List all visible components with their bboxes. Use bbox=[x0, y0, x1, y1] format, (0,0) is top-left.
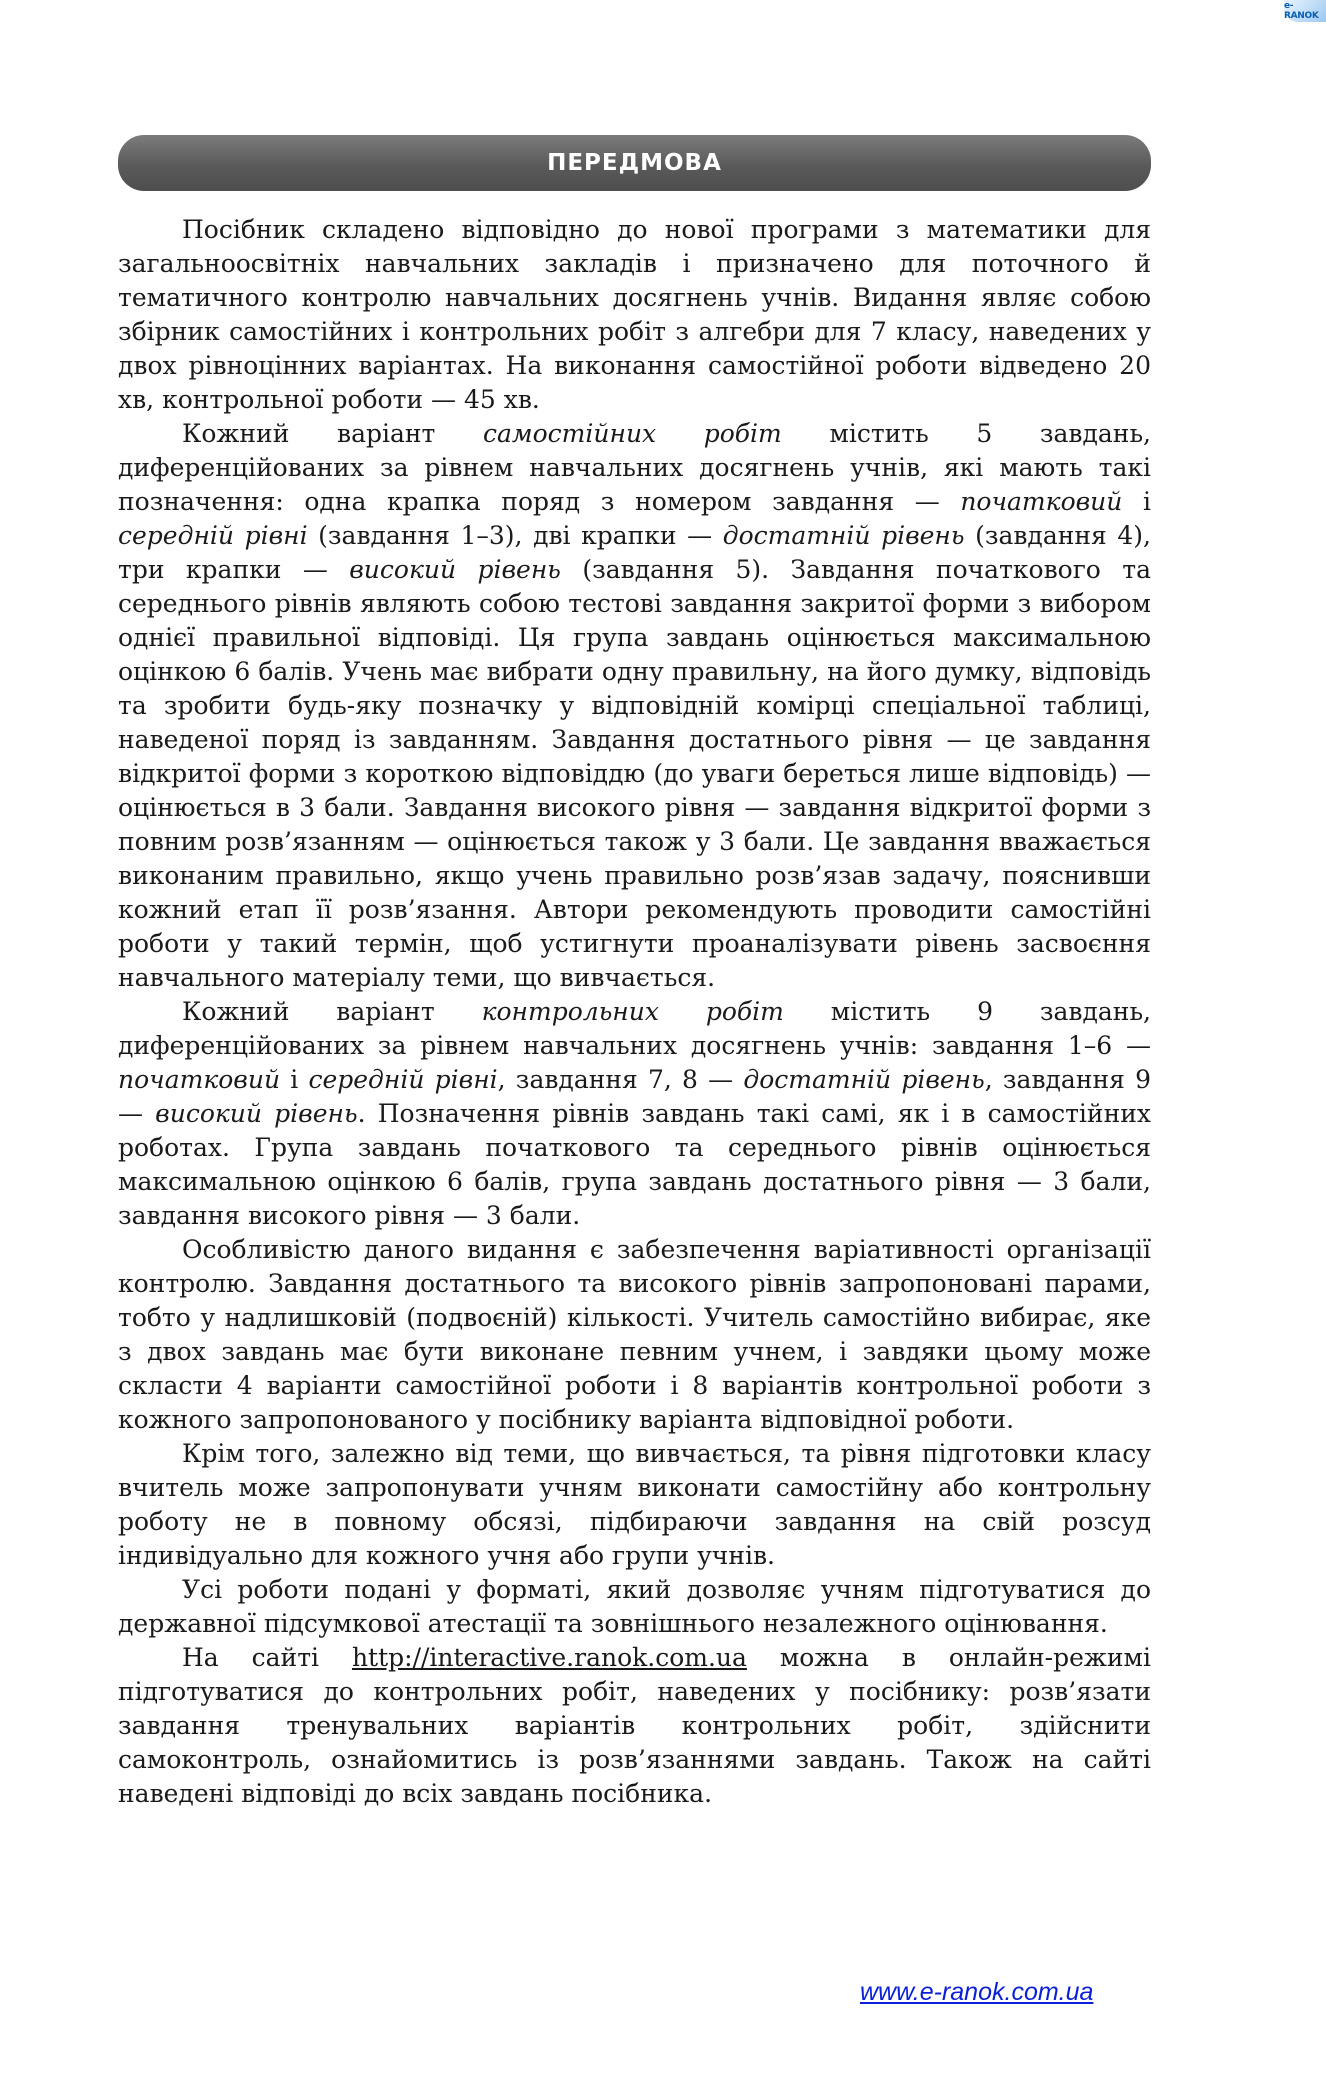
text-segment: На сайті bbox=[182, 1643, 352, 1672]
text-segment: , завдання 7, 8 — bbox=[497, 1065, 744, 1094]
text-segment: і bbox=[280, 1065, 309, 1094]
page-title: ПЕРЕДМОВА bbox=[547, 150, 722, 176]
interactive-site-link[interactable]: http://interactive.ranok.com.ua bbox=[351, 1643, 747, 1672]
paragraph-website bbox=[118, 1641, 1151, 1811]
text-segment: . Позначення рівнів завдань такі самі, як і в самостійних роботах. Група завдань початкового та середнього рівнів оцінюється максимальною оцінкою 6 балів, група завдань достатнього рівня — 3 бали, завдання високого рівня — 3 бали. bbox=[118, 1099, 1151, 1230]
text-segment: (завдання 5). Завдання початкового та середнього рівнів являють собою тестові завдання закритої форми з вибором однієї правильної відповіді. Ця група завдань оцінюється максимальною оцінкою 6 балів. Учень має вибрати одну правильну, на його думку, відповідь та зробити будь-яку позначку у відповідній комірці спеціальної таблиці, наведеної поряд із завданням. Завдання достатнього рівня — це завдання відкритої форми з короткою відповіддю (до уваги береться лише відповідь) — оцінюється в 3 бали. Завдання високого рівня — завдання відкритої форми з повним розв’язанням — оцінюється також у 3 бали. Це завдання вважається виконаним правильно, якщо учень правильно розв’язав задачу, пояснивши кожний етап її розв’язання. Автори рекомендують проводити самостійні роботи у такий термін, щоб устигнути проаналізувати рівень засвоєння навчального матеріалу теми, що вивчається. bbox=[118, 555, 1151, 992]
preface-body bbox=[118, 213, 1151, 1811]
text-segment: , завдання 9 — bbox=[118, 1065, 1152, 1128]
text-segment: Кожний варіант bbox=[182, 997, 482, 1026]
text-segment: можна в онлайн-режимі підготуватися до контрольних робіт, наведених у посібнику: розв’язати завдання тренувальних варіантів контрольних робіт, здійснити самоконтроль, ознайомитись із розв’язаннями завдань. Також на сайті наведені відповіді до всіх завдань посібника. bbox=[118, 1643, 1152, 1808]
emphasis-medium-level: середній рівні bbox=[118, 521, 308, 550]
paragraph-variability: Особливістю даного видання є забезпечення варіативності організації контролю. Завдання достатнього та високого рівнів запропоновані парами, тобто у надлишковій (подвоєній) кількості. Учитель самостійно вибирає, яке з двох завдань має бути виконане певним учнем, і завдяки цьому може скласти 4 варіанти самостійної роботи і 8 варіантів контрольної роботи з кожного запропонованого у посібнику варіанта відповідної роботи. bbox=[118, 1235, 1151, 1434]
paragraph-independent-works bbox=[118, 417, 1151, 995]
publisher-logo bbox=[1284, 0, 1326, 22]
text-segment: містить 5 завдань, диференційованих за рівнем навчальних досягнень учнів, які мають такі позначення: одна крапка поряд з номером завдання — bbox=[118, 419, 1151, 516]
text-segment: містить 9 завдань, диференційованих за рівнем навчальних досягнень учнів: завдання 1–6 — bbox=[118, 997, 1151, 1060]
text-segment: (завдання 4), три крапки — bbox=[118, 521, 1152, 584]
emphasis-medium-level: середній рівні bbox=[308, 1065, 498, 1094]
emphasis-initial-level: початковий bbox=[960, 487, 1123, 516]
paragraph-partial-scope: Крім того, залежно від теми, що вивчається, та рівня підготовки класу вчитель може запропонувати учням виконати самостійну або контрольну роботу не в повному обсязі, підбираючи завдання на свій розсуд індивідуально для кожного учня або групи учнів. bbox=[118, 1439, 1151, 1570]
emphasis-independent-works: самостійних робіт bbox=[482, 419, 782, 448]
emphasis-control-works: контрольних робіт bbox=[481, 997, 784, 1026]
emphasis-sufficient-level: достатній рівень bbox=[743, 1065, 985, 1094]
section-header bbox=[118, 135, 1151, 191]
emphasis-high-level: високий рівень bbox=[155, 1099, 358, 1128]
text-segment: і bbox=[1122, 487, 1151, 516]
text-segment: Кожний варіант bbox=[182, 419, 483, 448]
publisher-logo-text: e-RANOK bbox=[1284, 1, 1319, 21]
footer-website-link[interactable]: www.e-ranok.com.ua bbox=[860, 1978, 1094, 2006]
text-segment: (завдання 1–3), дві крапки — bbox=[307, 521, 723, 550]
emphasis-high-level: високий рівень bbox=[349, 555, 561, 584]
emphasis-sufficient-level: достатній рівень bbox=[722, 521, 965, 550]
paragraph-format: Усі роботи подані у форматі, який дозволяє учням підготуватися до державної підсумкової атестації та зовнішнього незалежного оцінювання. bbox=[118, 1575, 1151, 1638]
emphasis-initial-level: початковий bbox=[118, 1065, 281, 1094]
paragraph-intro: Посібник складено відповідно до нової програми з математики для загальноосвітніх навчальних закладів і призначено для поточного й тематичного контролю навчальних досягнень учнів. Видання являє собою збірник самостійних і контрольних робіт з алгебри для 7 класу, наведених у двох рівноцінних варіантах. На виконання самостійної роботи відведено 20 хв, контрольної роботи — 45 хв. bbox=[118, 215, 1151, 414]
paragraph-control-works bbox=[118, 995, 1151, 1233]
